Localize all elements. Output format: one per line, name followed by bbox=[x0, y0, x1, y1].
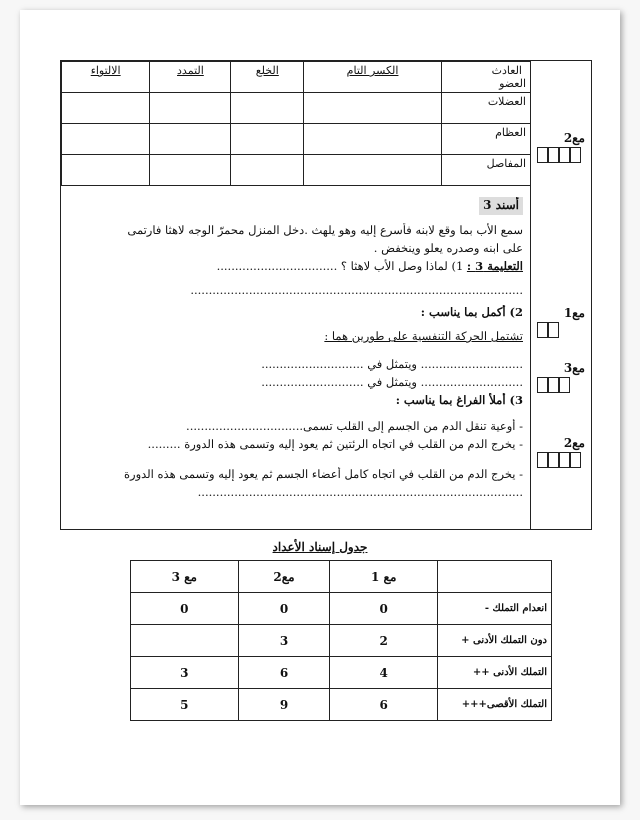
corner-bottom-label: العضو bbox=[499, 77, 526, 90]
answer-cell[interactable] bbox=[150, 155, 231, 186]
cell-value: 9 bbox=[238, 689, 330, 721]
grading-scale-table bbox=[130, 560, 552, 721]
score-cell bbox=[570, 147, 581, 163]
cell-value: 3 bbox=[131, 657, 239, 689]
score-label: مع2 bbox=[563, 436, 585, 450]
row-label: التملك الأقصى+++ bbox=[438, 689, 552, 721]
score-cell bbox=[537, 322, 548, 338]
score-cell bbox=[559, 452, 570, 468]
row-label: العظام bbox=[442, 124, 531, 155]
column-header: التمدد bbox=[150, 62, 231, 93]
answer-cell[interactable] bbox=[304, 124, 442, 155]
cell-value: 6 bbox=[238, 657, 330, 689]
answer-cell[interactable] bbox=[150, 93, 231, 124]
answer-dots[interactable]: ........................................................................................... bbox=[190, 283, 523, 297]
cell-value: 3 bbox=[238, 625, 330, 657]
fill-line[interactable]: - يخرج الدم من القلب في اتجاه الرئتين ثم يعود إليه وتسمى هذه الدورة ......... bbox=[147, 437, 523, 451]
score-cell bbox=[559, 147, 570, 163]
table-corner-cell bbox=[442, 62, 531, 93]
score-label: مع3 bbox=[563, 361, 585, 375]
scale-header-row bbox=[131, 561, 552, 593]
answer-cell[interactable] bbox=[304, 155, 442, 186]
score-cell bbox=[537, 452, 548, 468]
cell-value: 0 bbox=[330, 593, 438, 625]
score-cells bbox=[537, 322, 585, 338]
column-header: الكسر التام bbox=[304, 62, 442, 93]
scale-header: مع 3 bbox=[131, 561, 239, 593]
score-cell bbox=[537, 147, 548, 163]
score-label: مع1 bbox=[563, 306, 585, 320]
instruction-label: التعليمة 3 : bbox=[466, 259, 523, 273]
score-cell bbox=[548, 147, 559, 163]
question-2: 2) أكمل بما يناسب : bbox=[420, 305, 523, 319]
table-row bbox=[131, 657, 552, 689]
table-row bbox=[131, 689, 552, 721]
paragraph-line: سمع الأب بما وقع لابنه فأسرع إليه وهو يلهث .دخل المنزل محمرّ الوجه لاهثا فارتمى bbox=[127, 223, 523, 237]
column-header: الالتواء bbox=[62, 62, 150, 93]
score-column bbox=[530, 61, 591, 529]
answer-cell[interactable] bbox=[62, 155, 150, 186]
fill-line[interactable]: - أوعية تنقل الدم من الجسم إلى القلب تسمى................................ bbox=[186, 419, 523, 433]
scale-header: مع2 bbox=[238, 561, 330, 593]
exam-paper bbox=[20, 10, 620, 805]
table-row bbox=[131, 593, 552, 625]
table-row bbox=[62, 93, 531, 124]
row-label: المفاصل bbox=[442, 155, 531, 186]
score-cells bbox=[537, 147, 585, 163]
score-box-2 bbox=[537, 306, 585, 338]
score-label: مع2 bbox=[563, 131, 585, 145]
cell-value: 2 bbox=[330, 625, 438, 657]
corner-top-label: العادث bbox=[491, 64, 522, 77]
row-label: التملك الأدنى ++ bbox=[438, 657, 552, 689]
question-2-line: تشتمل الحركة التنفسية على طورين هما : bbox=[324, 329, 523, 343]
answer-cell[interactable] bbox=[231, 93, 304, 124]
question-text: 1) لماذا وصل الأب لاهثا ؟ ................................. bbox=[216, 259, 464, 273]
injury-table bbox=[61, 61, 531, 186]
answer-dots[interactable]: ............................ ويتمثل في ............................ bbox=[261, 375, 523, 389]
question-1 bbox=[69, 259, 523, 274]
answer-cell[interactable] bbox=[150, 124, 231, 155]
cell-value: 0 bbox=[238, 593, 330, 625]
score-cell bbox=[548, 452, 559, 468]
row-label: انعدام التملك - bbox=[438, 593, 552, 625]
table-row bbox=[62, 155, 531, 186]
column-header: الخلع bbox=[231, 62, 304, 93]
table-row bbox=[131, 625, 552, 657]
answer-dots[interactable]: ......................................................................................... bbox=[197, 485, 523, 499]
sanad-line bbox=[69, 197, 523, 215]
answer-cell[interactable] bbox=[62, 124, 150, 155]
paragraph-line: على ابنه وصدره يعلو وينخفض . bbox=[373, 241, 523, 255]
scale-header: مع 1 bbox=[330, 561, 438, 593]
answer-cell[interactable] bbox=[62, 93, 150, 124]
fill-line[interactable]: - يخرج الدم من القلب في اتجاه كامل أعضاء الجسم ثم يعود إليه وتسمى هذه الدورة bbox=[124, 467, 523, 481]
score-cells bbox=[537, 377, 585, 393]
score-box-1 bbox=[537, 131, 585, 163]
score-box-3 bbox=[537, 361, 585, 393]
question-3: 3) أملأ الفراغ بما يناسب : bbox=[395, 393, 523, 407]
row-label: دون التملك الأدنى + bbox=[438, 625, 552, 657]
sanad-label: أسند 3 bbox=[479, 197, 523, 215]
table-row bbox=[62, 124, 531, 155]
scale-header bbox=[438, 561, 552, 593]
score-cell bbox=[548, 322, 559, 338]
cell-value: 5 bbox=[131, 689, 239, 721]
score-cell bbox=[570, 452, 581, 468]
score-cell bbox=[537, 377, 548, 393]
score-cell bbox=[548, 377, 559, 393]
answer-cell[interactable] bbox=[304, 93, 442, 124]
score-cells bbox=[537, 452, 585, 468]
cell-value: 6 bbox=[330, 689, 438, 721]
cell-value bbox=[131, 625, 239, 657]
cell-value: 4 bbox=[330, 657, 438, 689]
answer-cell[interactable] bbox=[231, 124, 304, 155]
scale-caption: جدول إسناد الأعداد bbox=[272, 540, 368, 554]
cell-value: 0 bbox=[131, 593, 239, 625]
table-header-row bbox=[62, 62, 531, 93]
answer-dots[interactable]: ............................ ويتمثل في ............................ bbox=[261, 357, 523, 371]
score-cell bbox=[559, 377, 570, 393]
exam-content bbox=[61, 61, 531, 499]
answer-cell[interactable] bbox=[231, 155, 304, 186]
score-box-4 bbox=[537, 436, 585, 468]
exam-frame bbox=[60, 60, 592, 530]
row-label: العضلات bbox=[442, 93, 531, 124]
